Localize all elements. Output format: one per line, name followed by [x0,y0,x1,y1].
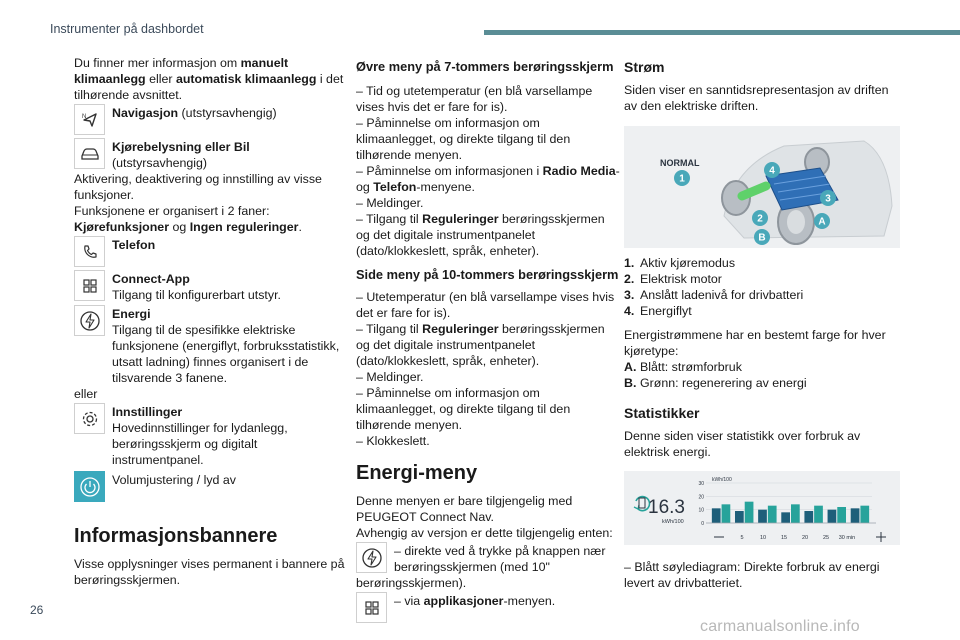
y-tick-label: 30 [698,481,704,487]
marker-1 [674,170,690,186]
car-description: Aktivering, deaktivering og innstilling av visse funksjoner. [74,172,322,202]
navigation-icon [74,104,105,135]
marker-2 [752,210,768,226]
column-3 [624,55,900,591]
header-accent-bar [484,30,960,35]
bar-green [791,504,800,523]
marker-4 [764,162,780,178]
y-axis-label: kWh/100 [712,477,732,483]
stats-text: Denne siden viser statistikk over forbruk av elektrisk energi. [624,429,861,459]
x-tick-label: 25 [822,535,830,541]
stats-figure [624,471,900,545]
nav-row: N Navigasjon (utstyrsavhengig) [74,104,346,135]
figure-legend [624,255,900,319]
column-1 [74,55,346,588]
banner-heading: Informasjonsbannere [74,525,278,547]
svg-text:N: N [81,113,86,120]
x-tick-label: 5 [740,535,744,541]
side-item-climate: – Påminnelse om informasjon om klimaanlegget, og direkte tilgang til den tilhørende menyen. [356,386,571,432]
bar-blue [828,510,837,523]
top-menu-heading: Øvre meny på 7-tommers berøringsskjerm [356,59,614,74]
color-item: A. Blått: strømforbruk [624,360,742,374]
stats-bar-text: – Blått søylediagram: Direkte forbruk av energi levert av drivbatteriet. [624,560,880,590]
svg-text:B: B [758,232,766,244]
page-number: 26 [30,603,44,617]
energy-menu-heading: Energi-meny [356,462,478,484]
top-item-messages: – Meldinger. [356,196,424,210]
consumption-unit: kWh/100 [662,519,684,525]
bar-blue [712,508,721,523]
x-tick-label: 30 min [838,535,856,541]
top-item-climate: – Påminnelse om informasjon om klimaanlegget, og direkte tilgang til den tilhørende menyen. [356,116,571,162]
legend-item: 3. Anslått ladenivå for drivbatteri [624,288,804,302]
banner-text: Visse opplysninger vises permanent i bannere på berøringsskjermen. [74,557,345,587]
side-item-clock: – Klokkeslett. [356,434,430,448]
consumption-readout: 16.3 [648,497,685,518]
bar-blue [758,510,767,523]
phone-icon [74,236,105,267]
x-tick-label: 20 [801,535,809,541]
marker-3 [820,190,836,206]
volume-row: Volumjustering / lyd av [74,471,346,502]
side-item-messages: – Meldinger. [356,370,424,384]
energy-bolt-icon [356,542,387,573]
bar-blue [735,511,744,523]
access-direct-row: – direkte ved å trykke på knappen nær berøringsskjermen (med 10" [356,542,620,575]
svg-text:3: 3 [825,193,831,205]
side-menu-heading: Side meny på 10-tommers berøringsskjerm [356,267,619,282]
apps-grid-icon [74,270,105,301]
bar-green [768,506,777,523]
access-direct-cont: berøringsskjermen). [356,576,467,590]
svg-text:A: A [818,216,826,228]
stats-chart [624,471,900,545]
color-item: B. Grønn: regenerering av energi [624,376,807,390]
bar-blue [851,508,860,523]
legend-item: 4. Energiflyt [624,304,692,318]
car-row: Kjørebelysning eller Bil (utstyrsavhengig) [74,138,346,171]
watermark: carmanualsonline.info [700,618,860,635]
tabs-list: Kjørefunksjoner og Ingen reguleringer. [74,220,302,234]
y-tick-label: 20 [698,494,704,501]
plus-icon [876,532,886,542]
bar-green [837,507,846,523]
apps-grid-icon [356,592,387,623]
fuel-icon [639,498,645,508]
power-heading: Strøm [624,59,665,75]
power-flow-figure [624,126,900,248]
svg-text:4: 4 [769,165,775,177]
legend-item: 2. Elektrisk motor [624,272,722,286]
connect-row: Connect-App Tilgang til konfigurerbart utstyr. [74,270,346,303]
energy-row: Energi Tilgang til de spesifikke elektriske funksjonene (energiflyt, forbruksstatistikk, utsatt ladning) finnes organisert i de tilsvarende 3 fanene. [74,305,346,386]
side-item-settings: – Tilgang til Reguleringer berøringsskjermen og det digitale instrumentpanelet (dato/klokkeslett, språk, enheter). [356,322,605,368]
phone-row: Telefon [74,236,346,267]
legend-item: 1. Aktiv kjøremodus [624,256,736,270]
column-2 [356,55,620,623]
access-apps-row: – via applikasjoner-menyen. [356,592,620,623]
top-item-temp: – Tid og utetemperatur (en blå varsellampe vises hvis det er fare for is). [356,84,593,114]
stats-heading: Statistikker [624,405,700,421]
svg-text:1: 1 [679,173,685,185]
or-text: eller [74,387,98,401]
marker-B [754,229,770,245]
intro-paragraph: Du finner mer informasjon om manuelt klimaanlegg eller automatisk klimaanlegg i det tilhørende avsnittet. [74,56,344,102]
bar-blue [781,512,790,523]
bar-green [722,504,731,523]
bar-green [745,502,754,523]
y-tick-label: 10 [698,507,704,514]
colors-text: Energistrømmene har en bestemt farge for hver kjøretype: [624,328,886,358]
figure-mode-label: NORMAL [660,158,700,168]
x-tick-label: 10 [759,535,767,541]
tabs-description: Funksjonene er organisert i 2 faner: [74,204,270,218]
power-text: Siden viser en sanntidsrepresentasjon av driften av den elektriske driften. [624,83,889,113]
power-volume-icon [74,471,105,502]
side-item-temp: – Utetemperatur (en blå varsellampe vises hvis det er fare for is). [356,290,615,320]
bar-green [814,506,823,523]
gear-icon [74,403,105,434]
marker-A [814,213,830,229]
car-icon [74,138,105,169]
top-item-radio: – Påminnelse om informasjonen i Radio Media- og Telefon-menyene. [356,164,620,194]
bar-blue [804,511,813,523]
energy-menu-text: Denne menyen er bare tilgjengelig med PEUGEOT Connect Nav. [356,494,573,524]
svg-text:2: 2 [757,213,763,225]
header-title: Instrumenter på dashbordet [50,22,204,36]
energy-bolt-icon [74,305,105,336]
y-tick-label: 0 [701,521,704,527]
x-tick-label: 15 [780,535,788,541]
bar-green [860,506,869,523]
top-item-settings: – Tilgang til Reguleringer berøringsskjermen og det digitale instrumentpanelet (dato/klokkeslett, språk, enheter). [356,212,605,258]
settings-row: Innstillinger Hovedinnstillinger for lydanlegg, berøringsskjerm og digitalt instrumentpanel. [74,403,346,468]
access-text: Avhengig av versjon er dette tilgjengelig enten: [356,526,613,540]
